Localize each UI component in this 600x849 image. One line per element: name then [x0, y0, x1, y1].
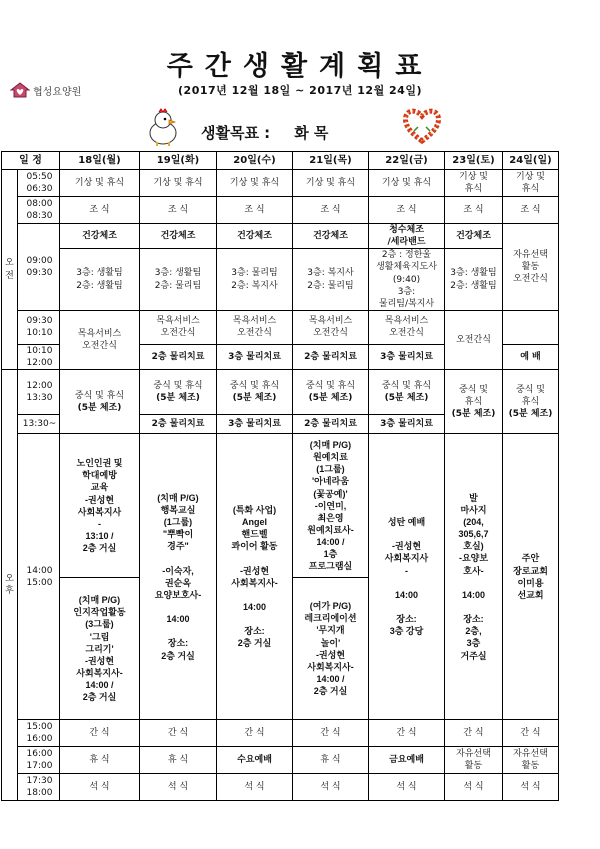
cell: 석 식 [445, 774, 503, 801]
cell-mon-program1: 노인인권 및 학대예방 교육 -권성현 사회복지사 - 13:10 / 2층 거실 [60, 434, 140, 578]
cell: 중식 및 휴식 (5분 체조) [503, 370, 559, 434]
cell: 조 식 [217, 197, 293, 224]
cell: 3층: 생활팀 2층: 생활팀 [60, 249, 140, 311]
row-1200 [2, 370, 559, 415]
time-0550: 05:50 06:30 [18, 170, 60, 197]
cell: 2층 물리치료 [293, 344, 369, 369]
cell: 자유선택 활동 오전간식 [503, 224, 559, 311]
cell: 석 식 [369, 774, 445, 801]
cell: 간 식 [503, 720, 559, 747]
cell-sun-program: 주안 장로교회 이미용 선교회 [503, 434, 559, 720]
cell: 건강체조 [140, 224, 217, 249]
page-title: 주간생활계획표 [166, 51, 434, 82]
header-tue: 19일(화) [140, 152, 217, 170]
cell: 3층: 물리팀 2층: 복지사 [217, 249, 293, 311]
cell-fri-program: 성탄 예배 -권성현 사회복지사 - 14:00 장소: 3층 강당 [369, 434, 445, 720]
header-schedule: 일 정 [2, 152, 60, 170]
cell: 3층: 생활팀 2층: 물리팀 [140, 249, 217, 311]
time-0800: 08:00 08:30 [18, 197, 60, 224]
cell-thu-program1: (치매 P/G) 원예치료 (1그룹) '아네라움 (꽃공예)' -이연미, 최은영 원예치료사- 14:00 / 1층 프로그램실 [293, 434, 369, 578]
row-1500 [2, 720, 559, 747]
cell: 석 식 [140, 774, 217, 801]
cell: 2층 물리치료 [140, 415, 217, 434]
flower-heart-icon [402, 105, 442, 145]
header-mon: 18일(월) [60, 152, 140, 170]
time-1730: 17:30 18:00 [18, 774, 60, 801]
cell: 휴 식 [140, 747, 217, 774]
cell: 조 식 [503, 197, 559, 224]
cell: 중식 및 휴식 (5분 체조) [60, 370, 140, 434]
cell: 휴 식 [293, 747, 369, 774]
cell: 기상 및 휴식 [140, 170, 217, 197]
cell: 기상 및 휴식 [217, 170, 293, 197]
cell-thu-program2: (여가 P/G) 레크리에이션 '무지개 놀이' -권성현 사회복지사- 14:00 / 2층 거실 [293, 578, 369, 720]
cell: 간 식 [60, 720, 140, 747]
date-range: (2017년 12월 18일 ~ 2017년 12월 24일) [178, 84, 422, 97]
cell: 기상 및 휴식 [60, 170, 140, 197]
cell: 3층 물리치료 [369, 415, 445, 434]
cell: 기상 및 휴식 [445, 170, 503, 197]
row-0900b [2, 249, 559, 311]
cell: 목욕서비스 오전간식 [217, 310, 293, 344]
cell-sat-program: 발 마사지 (204, 305,6,7 호실) -요양보 호사- 14:00 장소: 2층, 3층 거주실 [445, 434, 503, 720]
cell: 청수체조 /세라밴드 [369, 224, 445, 249]
time-1400: 14:00 15:00 [18, 434, 60, 720]
cell: 기상 및 휴식 [293, 170, 369, 197]
cell: 기상 및 휴식 [503, 170, 559, 197]
cell: 목욕서비스 오전간식 [60, 310, 140, 369]
cell: 간 식 [293, 720, 369, 747]
cell: 2층 물리치료 [140, 344, 217, 369]
time-1200: 12:00 13:30 [18, 370, 60, 415]
time-1010: 10:10 12:00 [18, 344, 60, 369]
cell: 간 식 [140, 720, 217, 747]
header-thu: 21일(목) [293, 152, 369, 170]
header-wed: 20일(수) [217, 152, 293, 170]
goal-label: 생활목표 : [201, 124, 271, 142]
org-name: 협성요양원 [33, 86, 82, 98]
cell: 3층: 복지사 2층: 물리팀 [293, 249, 369, 311]
cell: 조 식 [445, 197, 503, 224]
cell: 예 배 [503, 344, 559, 369]
cell: 석 식 [60, 774, 140, 801]
time-1500: 15:00 16:00 [18, 720, 60, 747]
cell: 석 식 [503, 774, 559, 801]
cell: 3층 물리치료 [217, 344, 293, 369]
cell-tue-program: (치매 P/G) 행복교실 (1그룹) "뿌빡이 경주" -이숙자, 권순옥 요양보호사- 14:00 장소: 2층 거실 [140, 434, 217, 720]
cell: 중식 및 휴식 (5분 체조) [293, 370, 369, 415]
time-0930: 09:30 10:10 [18, 310, 60, 344]
cell: 3층: 생활팀 2층: 생활팀 [445, 249, 503, 311]
cell: 건강체조 [445, 224, 503, 249]
header-sat: 23일(토) [445, 152, 503, 170]
row-1400a [2, 434, 559, 578]
cell [503, 310, 559, 344]
cell: 오전간식 [445, 310, 503, 369]
cell: 석 식 [293, 774, 369, 801]
cell: 2층 물리치료 [293, 415, 369, 434]
cell: 간 식 [445, 720, 503, 747]
cell: 수요예배 [217, 747, 293, 774]
row-0550 [2, 170, 559, 197]
goal-value: 화 목 [294, 124, 329, 142]
cell: 건강체조 [60, 224, 140, 249]
cell: 중식 및 휴식 (5분 체조) [217, 370, 293, 415]
header-sun: 24일(일) [503, 152, 559, 170]
chicken-icon [143, 107, 183, 147]
cell: 휴 식 [60, 747, 140, 774]
cell: 석 식 [217, 774, 293, 801]
weekly-schedule-table [1, 151, 559, 801]
cell: 금요예배 [369, 747, 445, 774]
cell: 2층 : 정한울 생활체육지도사 (9:40) 3층: 물리팀/복지사 [369, 249, 445, 311]
cell: 3층 물리치료 [369, 344, 445, 369]
row-0900a [2, 224, 559, 249]
cell: 간 식 [369, 720, 445, 747]
header-fri: 22일(금) [369, 152, 445, 170]
pm-label: 오 후 [2, 370, 18, 801]
cell-mon-program2: (치매 P/G) 인지작업활동 (3그룹) '그림 그리기' -권성현 사회복지사- 14:00 / 2층 거실 [60, 578, 140, 720]
header-row [2, 152, 559, 170]
cell: 기상 및 휴식 [369, 170, 445, 197]
row-0930 [2, 310, 559, 344]
time-1600: 16:00 17:00 [18, 747, 60, 774]
row-1730 [2, 774, 559, 801]
cell: 조 식 [60, 197, 140, 224]
life-goal [201, 122, 352, 143]
cell: 3층 물리치료 [217, 415, 293, 434]
time-1330: 13:30~ [18, 415, 60, 434]
row-1600 [2, 747, 559, 774]
time-0900: 09:00 09:30 [18, 224, 60, 311]
cell: 조 식 [293, 197, 369, 224]
cell: 간 식 [217, 720, 293, 747]
cell: 목욕서비스 오전간식 [369, 310, 445, 344]
cell: 목욕서비스 오전간식 [293, 310, 369, 344]
cell-wed-program: (특화 사업) Angel 핸드벨 콰이어 활동 -권성현 사회복지사- 14:00 장소: 2층 거실 [217, 434, 293, 720]
cell: 건강체조 [293, 224, 369, 249]
cell: 조 식 [369, 197, 445, 224]
cell: 자유선택 활동 [445, 747, 503, 774]
cell: 중식 및 휴식 (5분 체조) [369, 370, 445, 415]
cell: 조 식 [140, 197, 217, 224]
cell: 목욕서비스 오전간식 [140, 310, 217, 344]
row-0800 [2, 197, 559, 224]
am-label: 오 전 [2, 170, 18, 370]
cell: 자유선택 활동 [503, 747, 559, 774]
cell: 중식 및 휴식 (5분 체조) [140, 370, 217, 415]
cell: 중식 및 휴식 (5분 체조) [445, 370, 503, 434]
cell: 건강체조 [217, 224, 293, 249]
